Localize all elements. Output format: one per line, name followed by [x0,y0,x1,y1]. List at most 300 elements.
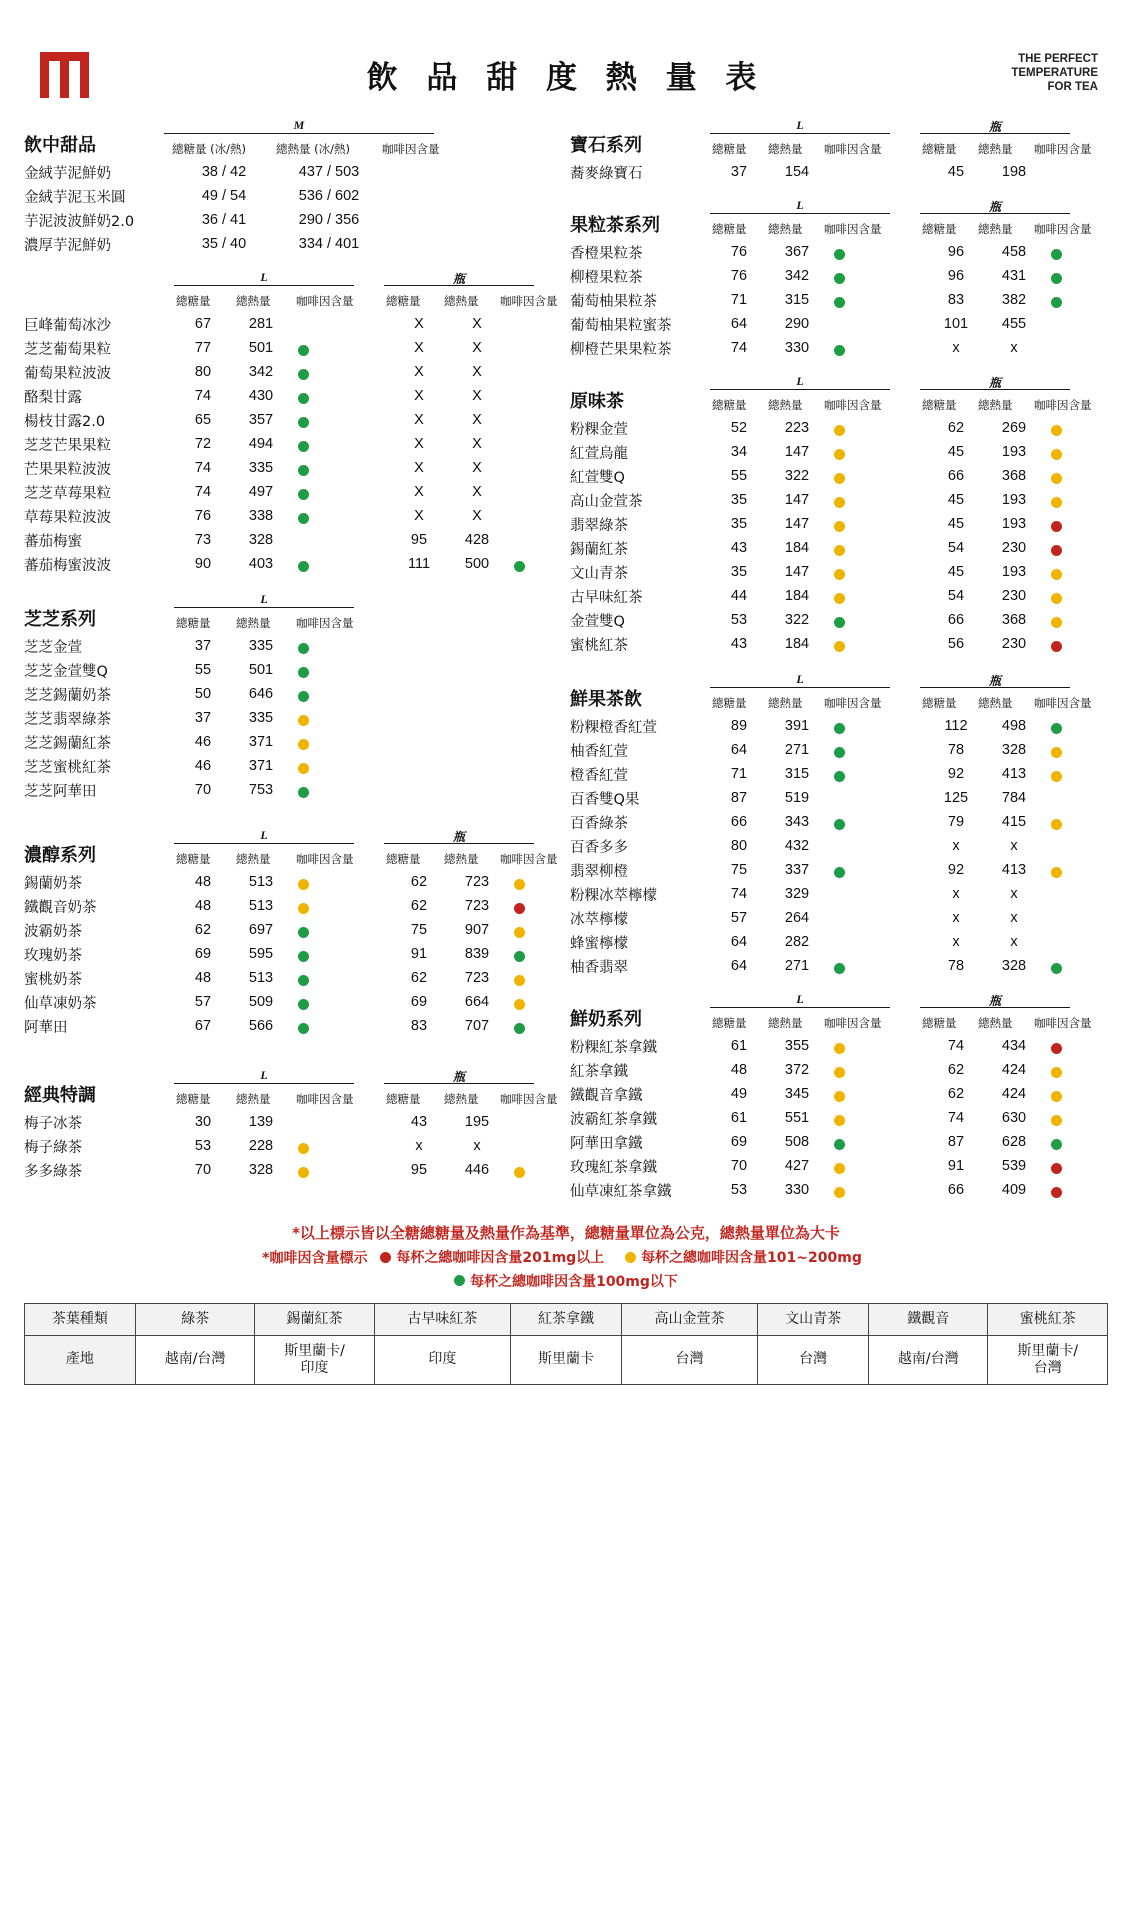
cell-caffeine-bottle [1043,1039,1069,1050]
cell-sugar-l: 48 [730,1062,748,1078]
cell-caffeine-l [290,971,316,982]
caffeine-low-dot-icon [298,465,309,476]
cell-calories-l: 315 [784,292,810,308]
cell-caffeine-bottle [1043,863,1069,874]
table-row [24,682,570,706]
table-row [570,240,1108,264]
cell-caffeine-bottle [1043,743,1069,754]
origin-table-value-row [25,1335,1108,1384]
group-rule-l [710,687,890,688]
spacer [354,870,390,894]
row-label: 粉粿冰萃檸檬 [570,887,657,904]
caffeine-mid-dot-icon [298,1143,309,1154]
cell-sugar-bottle: x [952,934,960,950]
row-label: 香橙果粒茶 [570,245,643,262]
cell-caffeine-l [826,565,852,576]
origin-place-cell: 台灣 [621,1335,757,1384]
cell-calories-bottle: 368 [1001,468,1027,484]
cell-calories-bottle: 413 [1001,766,1027,782]
origin-place-cell: 斯里蘭卡/ 印度 [255,1335,374,1384]
table-row [24,1110,570,1134]
cell-sugar-l: 37 [730,164,748,180]
cell-sugar-l: 73 [194,532,212,548]
cell-calories-l: 147 [784,444,810,460]
cell-caffeine [382,237,408,248]
cell-caffeine-bottle [1043,541,1069,552]
spacer [354,504,390,528]
row-label: 文山青茶 [570,565,628,582]
table-row [570,762,1108,786]
cell-sugar-bottle: 74 [947,1038,965,1054]
cell-caffeine-l [290,509,316,520]
colhdr-sugar: 總糖量 [712,142,747,156]
cell-sugar-bottle: 95 [410,532,428,548]
caffeine-low-dot-icon [834,723,845,734]
cell-sugar-l: 57 [730,910,748,926]
cell-calories-bottle: 630 [1001,1110,1027,1126]
cell-sugar-bottle: 91 [947,1158,965,1174]
origin-tea-cell: 古早味紅茶 [374,1303,510,1335]
cell-calories-bottle: 434 [1001,1038,1027,1054]
footnote-caffeine-prefix: *咖啡因含量標示 [262,1250,368,1267]
cell-caffeine-bottle [1043,493,1069,504]
origin-tea-cell: 蜜桃紅茶 [988,1303,1108,1335]
right-column [570,118,1108,1208]
cell-caffeine-bottle [506,437,532,448]
colhdr-caffeine: 咖啡因含量 [296,1092,354,1106]
spacer [891,560,927,584]
cell-caffeine-bottle [506,317,532,328]
cell-sugar: 36 / 41 [201,212,247,228]
cell-caffeine-bottle [1043,469,1069,480]
cell-calories-bottle: 230 [1001,636,1027,652]
cell-caffeine-bottle [506,485,532,496]
cell-caffeine-bottle [1043,613,1069,624]
table-row [24,634,570,658]
cell-caffeine-bottle [506,1115,532,1126]
row-label: 芝芝錫蘭奶茶 [24,687,111,704]
colhdr-caffeine-bottle: 咖啡因含量 [1034,1016,1092,1030]
table-row [570,488,1108,512]
caffeine-low-dot-icon [298,489,309,500]
cell-caffeine-bottle [506,947,532,958]
caffeine-low-dot-icon [834,345,845,356]
row-label: 金萱雙Q [570,613,625,630]
origin-table-header-row [25,1303,1108,1335]
cell-calories-l: 322 [784,612,810,628]
group-rule-bottle [384,843,534,844]
cell-sugar-bottle: X [414,316,424,332]
cell-calories-l: 595 [248,946,274,962]
section-fresh-fruit [570,672,1108,978]
group-rule-bottle [920,687,1070,688]
caffeine-low-dot-icon [1051,273,1062,284]
cell-calories-l: 519 [784,790,810,806]
row-label: 芒果果粒波波 [24,461,111,478]
cell-sugar-bottle: x [952,838,960,854]
section-title-fruit-tea: 果粒茶系列 [570,215,660,236]
spacer [891,584,927,608]
cell-calories-l: 430 [248,388,274,404]
spacer [354,456,390,480]
group-label-l: L [260,592,268,606]
spacer [891,906,927,930]
row-label: 芝芝葡萄果粒 [24,341,111,358]
cell-sugar-bottle: X [414,388,424,404]
origin-place-cell: 印度 [374,1335,510,1384]
spacer [891,810,927,834]
table-row [570,906,1108,930]
cell-sugar-l: 76 [194,508,212,524]
section-nongchun [24,828,570,1038]
cell-calories-bottle: 839 [464,946,490,962]
cell-sugar-l: 55 [730,468,748,484]
cell-calories-bottle: 230 [1001,588,1027,604]
caffeine-mid-dot-icon [1051,473,1062,484]
row-label: 波霸奶茶 [24,923,82,940]
colhdr-caffeine-bottle: 咖啡因含量 [1034,696,1092,710]
row-label: 紅萱烏龍 [570,445,628,462]
cell-calories-bottle: 328 [1001,742,1027,758]
cell-caffeine-l [290,533,316,544]
cell-sugar-l: 53 [194,1138,212,1154]
cell-calories-l: 566 [248,1018,274,1034]
row-label: 鐵觀音奶茶 [24,899,97,916]
caffeine-low-dot-icon [1051,963,1062,974]
cell-sugar-l: 70 [194,782,212,798]
cell-sugar-l: 74 [194,460,212,476]
cell-caffeine-l [290,1139,316,1150]
row-label: 紅茶拿鐵 [570,1063,628,1080]
cell-calories-l: 371 [248,734,274,750]
cell-sugar-l: 30 [194,1114,212,1130]
group-label-bottle: 瓶 [452,830,465,844]
caffeine-low-dot-icon [298,369,309,380]
table-row [570,464,1108,488]
cell-sugar-bottle: 125 [943,790,969,806]
cell-sugar-bottle: X [414,484,424,500]
caffeine-mid-dot-icon [298,715,309,726]
caffeine-low-dot-icon [298,787,309,798]
caffeine-high-dot-icon [1051,1187,1062,1198]
cell-caffeine-l [290,485,316,496]
spacer [891,464,927,488]
cell-sugar-l: 61 [730,1038,748,1054]
caffeine-mid-dot-icon [514,927,525,938]
colhdr-caffeine: 咖啡因含量 [382,142,440,156]
colhdr-cal: 總熱量 [236,852,271,866]
cell-caffeine-l [826,421,852,432]
cell-calories-l: 322 [784,468,810,484]
group-label-bottle: 瓶 [988,376,1001,390]
caffeine-mid-dot-icon [834,521,845,532]
cell-caffeine-bottle [1043,637,1069,648]
cell-caffeine-l [290,639,316,650]
cell-caffeine-l [290,711,316,722]
cell-calories-l: 154 [784,164,810,180]
caffeine-high-dot-icon [1051,545,1062,556]
cell-sugar-bottle: 83 [410,1018,428,1034]
footnote-line-2 [24,1247,1108,1268]
cell-sugar-l: 75 [730,862,748,878]
cell-caffeine-bottle [506,1139,532,1150]
row-label: 芝芝錫蘭紅茶 [24,735,111,752]
section-fruit-ice [24,270,570,576]
table-row [570,1130,1108,1154]
cell-sugar-bottle: 66 [947,468,965,484]
cell-caffeine-l [290,759,316,770]
caffeine-mid-dot-icon [834,1091,845,1102]
caffeine-low-dot-icon [514,1023,525,1034]
group-rule-bottle [920,389,1070,390]
group-label-l: L [796,198,804,212]
cell-calories-bottle: X [472,388,482,404]
cell-calories-l: 147 [784,492,810,508]
cell-caffeine-bottle [1043,269,1069,280]
table-row [24,658,570,682]
group-label-bottle: 瓶 [988,994,1001,1008]
cell-caffeine-bottle [1043,935,1069,946]
cell-calories-l: 139 [248,1114,274,1130]
cell-calories-bottle: 193 [1001,564,1027,580]
cell-calories-l: 330 [784,1182,810,1198]
spacer [354,408,390,432]
caffeine-low-dot-icon [298,561,309,572]
cell-sugar-bottle: x [952,886,960,902]
table-row [24,504,570,528]
row-label: 仙草凍奶茶 [24,995,97,1012]
cell-caffeine-l [826,1183,852,1194]
table-row [570,536,1108,560]
cell-calories-l: 357 [248,412,274,428]
cell-calories-l: 335 [248,710,274,726]
spacer [891,954,927,978]
cell-calories-bottle: x [1010,838,1018,854]
cell-calories: 437 / 503 [298,164,360,180]
cell-sugar-l: 65 [194,412,212,428]
cell-sugar-l: 87 [730,790,748,806]
caffeine-mid-dot-icon [1051,1091,1062,1102]
caffeine-low-dot-icon [298,667,309,678]
cell-sugar-bottle: X [414,412,424,428]
cell-calories-l: 371 [248,758,274,774]
caffeine-mid-dot-icon [834,425,845,436]
group-rule-l [710,389,890,390]
cell-calories-l: 328 [248,1162,274,1178]
colhdr-cal: 總熱量 [768,398,803,412]
table-row [570,288,1108,312]
caffeine-mid-dot-icon [298,1167,309,1178]
page-title: 飲 品 甜 度 熱 量 表 [366,60,766,96]
caffeine-mid-dot-icon [834,1115,845,1126]
cell-calories-l: 391 [784,718,810,734]
row-label: 芝芝蜜桃紅茶 [24,759,111,776]
cell-caffeine-l [826,517,852,528]
colhdr-cal-bottle: 總熱量 [444,1092,479,1106]
row-label: 冰萃檸檬 [570,911,628,928]
cell-caffeine [382,165,408,176]
cell-caffeine-l [826,637,852,648]
spacer [891,1034,927,1058]
cell-calories-l: 697 [248,922,274,938]
origin-table [24,1303,1108,1385]
cell-sugar-bottle: 74 [947,1110,965,1126]
cell-caffeine-bottle [1043,1111,1069,1122]
colhdr-cal: 總熱量 [768,696,803,710]
cell-caffeine-l [826,1063,852,1074]
cell-calories-bottle: X [472,364,482,380]
cell-calories-bottle: 446 [464,1162,490,1178]
cell-sugar-bottle: 83 [947,292,965,308]
cell-sugar-l: 70 [194,1162,212,1178]
cell-caffeine-bottle [1043,839,1069,850]
colhdr-cal-bottle: 總熱量 [978,222,1013,236]
section-drinks-dessert [24,118,570,256]
page-header [0,0,1132,118]
colhdr-caffeine-bottle: 咖啡因含量 [1034,222,1092,236]
legend-red-label: 每杯之總咖啡因含量201mg以上 [396,1250,605,1266]
spacer [354,552,390,576]
cell-caffeine-l [826,293,852,304]
cell-sugar-bottle: X [414,364,424,380]
caffeine-mid-dot-icon [834,497,845,508]
table-row [570,336,1108,360]
cell-sugar-bottle: 111 [407,556,431,572]
legend-green-label: 每杯之總咖啡因含量100mg以下 [470,1273,678,1290]
table-classic [24,1110,570,1182]
group-label-l: L [796,118,804,132]
group-rule-bottle [920,133,1070,134]
colhdr-caffeine: 咖啡因含量 [296,294,354,308]
cell-sugar-bottle: 62 [410,970,428,986]
colhdr-sugar: 總糖量 [176,852,211,866]
caffeine-mid-dot-icon [834,569,845,580]
table-row [570,608,1108,632]
colhdr-sugar: 總糖量 [712,398,747,412]
spacer [891,312,927,336]
row-label: 翡翠綠茶 [570,517,628,534]
caffeine-low-dot-icon [1051,723,1062,734]
row-label: 葡萄柚果粒蜜茶 [570,317,672,334]
table-row [24,706,570,730]
cell-calories-l: 223 [784,420,810,436]
cell-calories-l: 290 [784,316,810,332]
cell-calories-l: 271 [784,958,810,974]
table-zhizhi [24,634,570,802]
cell-calories-l: 403 [248,556,274,572]
cell-calories-bottle: 428 [464,532,490,548]
cell-calories-bottle: 455 [1001,316,1027,332]
cell-caffeine-l [826,1159,852,1170]
cell-caffeine-l [826,839,852,850]
caffeine-low-dot-icon [834,819,845,830]
cell-caffeine-l [290,875,316,886]
cell-caffeine-l [826,887,852,898]
cell-calories-l: 342 [784,268,810,284]
cell-calories-l: 343 [784,814,810,830]
cell-caffeine-l [290,1019,316,1030]
cell-caffeine-l [290,557,316,568]
table-row [570,416,1108,440]
colhdr-sugar: 總糖量 [176,616,211,630]
cell-caffeine-l [826,959,852,970]
colhdr-cal: 總熱量 [768,222,803,236]
cell-sugar-l: 72 [194,436,212,452]
table-row [570,714,1108,738]
section-zhizhi [24,592,570,802]
spacer [891,288,927,312]
cell-caffeine-l [826,743,852,754]
cell-sugar-bottle: 62 [947,420,965,436]
cell-sugar-l: 74 [194,484,212,500]
spacer [891,858,927,882]
colhdr-sugar-bottle: 總糖量 [386,852,421,866]
caffeine-mid-dot-icon [1051,1115,1062,1126]
spacer [891,762,927,786]
cell-calories-bottle: 723 [464,898,490,914]
cell-sugar-bottle: 79 [947,814,965,830]
cell-calories-bottle: 424 [1001,1086,1027,1102]
cell-calories-l: 184 [784,636,810,652]
caffeine-high-dot-icon [1051,1043,1062,1054]
table-row [24,432,570,456]
cell-caffeine-bottle [506,461,532,472]
table-row [570,1154,1108,1178]
colhdr-sugar-bottle: 總糖量 [922,398,957,412]
spacer [891,536,927,560]
cell-calories-l: 355 [784,1038,810,1054]
cell-caffeine-bottle [1043,565,1069,576]
table-row [24,408,570,432]
colhdr-cal-bottle: 總熱量 [444,852,479,866]
cell-caffeine-bottle [506,899,532,910]
origin-place-cell: 斯里蘭卡 [511,1335,622,1384]
cell-caffeine-l [826,589,852,600]
cell-calories-bottle: 723 [464,874,490,890]
row-label: 梅子綠茶 [24,1139,82,1156]
row-label: 芝芝金萱雙Q [24,663,108,680]
cell-sugar-l: 90 [194,556,212,572]
cell-caffeine-l [290,783,316,794]
table-row [570,584,1108,608]
cell-sugar-bottle: X [414,340,424,356]
table-row [24,456,570,480]
cell-caffeine-l [826,165,852,176]
cell-sugar-bottle: 75 [410,922,428,938]
origin-tea-cell: 鐵觀音 [869,1303,988,1335]
cell-calories-l: 271 [784,742,810,758]
colhdr-caffeine-bottle: 咖啡因含量 [500,294,558,308]
cell-sugar-l: 62 [194,922,212,938]
spacer [354,432,390,456]
table-row [570,1034,1108,1058]
cell-calories-l: 282 [784,934,810,950]
spacer [891,264,927,288]
row-label: 粉粿金萱 [570,421,628,438]
cell-calories-bottle: 707 [464,1018,490,1034]
content-columns [0,118,1132,1208]
cell-caffeine-l [826,1111,852,1122]
group-label-l: L [796,672,804,686]
cell-sugar-l: 44 [730,588,748,604]
caffeine-low-dot-icon [298,393,309,404]
group-label-l: L [796,374,804,388]
cell-calories-l: 367 [784,244,810,260]
cell-sugar-bottle: x [415,1138,423,1154]
cell-sugar-bottle: 112 [944,718,968,734]
cell-sugar-l: 57 [194,994,212,1010]
cell-calories-bottle: 193 [1001,444,1027,460]
